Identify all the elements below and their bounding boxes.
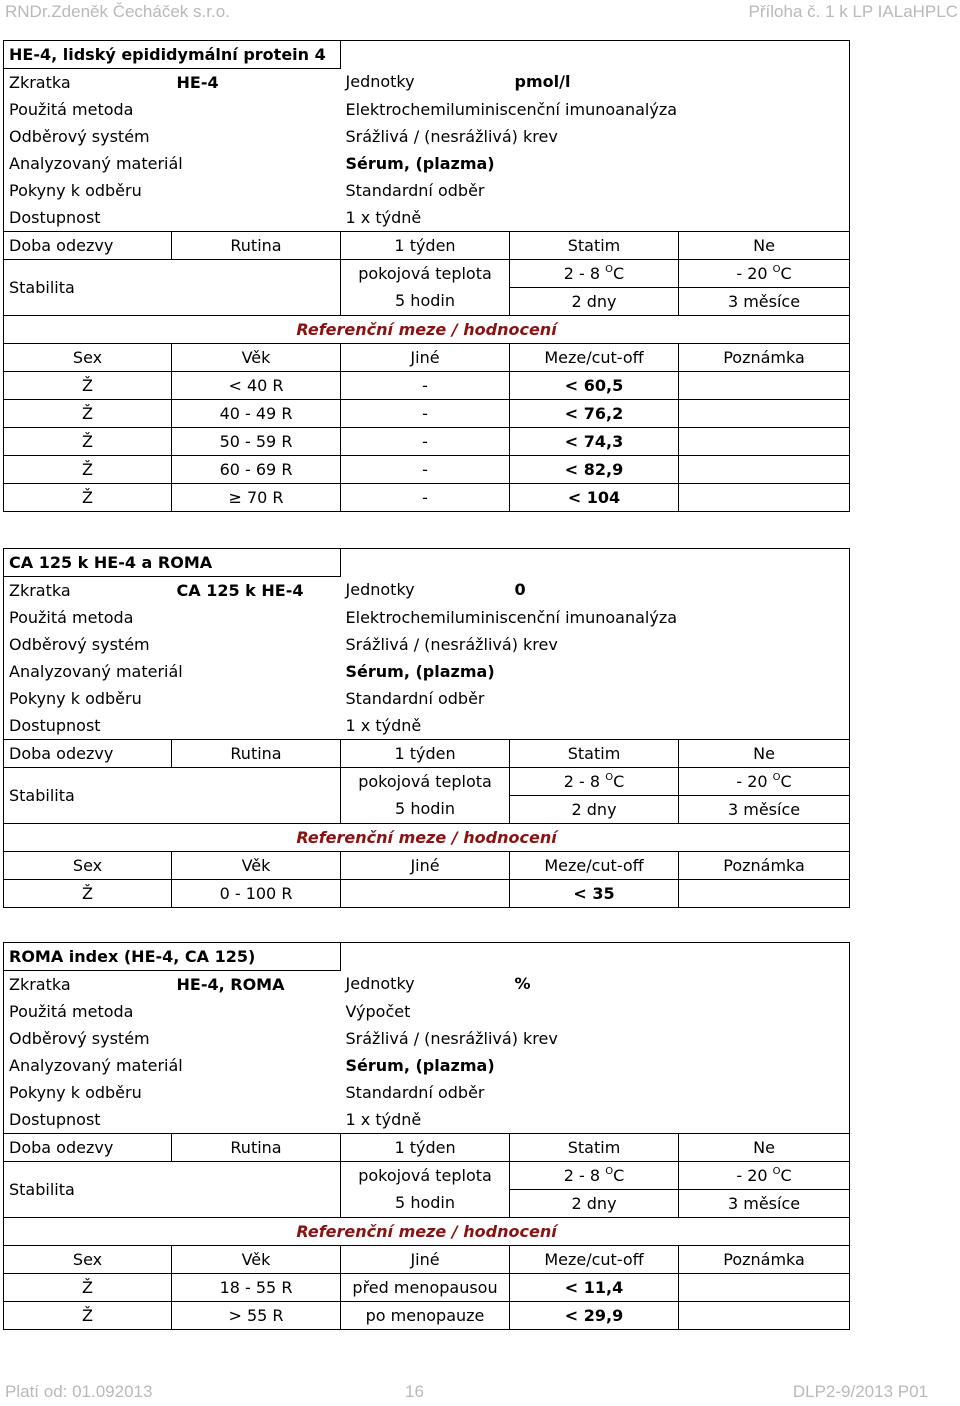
col-meze: Meze/cut-off [510,852,679,880]
page-header [0,2,960,26]
reference-limits-heading: Referenční meze / hodnocení [4,824,850,852]
label-jednotky: Jednotky [345,974,415,994]
label-material: Analyzovaný materiál [4,1052,341,1079]
value-rutina: 1 týden [341,740,510,768]
label-dostupnost: Dostupnost [4,712,341,740]
section-table-1 [3,40,850,512]
label-pokojova-teplota: pokojová teplota [341,260,510,288]
table-row [4,428,850,456]
value-odber-system: Srážlivá / (nesrážlivá) krev [341,123,850,150]
value-stability-frozen: 3 měsíce [679,1190,850,1218]
value-jednotky: % [510,971,850,999]
value-stability-frozen: 3 měsíce [679,796,850,824]
row-jine: - [341,428,510,456]
footer-doc-code: DLP2-9/2013 P01 [792,1382,928,1401]
col-vek: Věk [172,1246,341,1274]
value-stability-frozen: 3 měsíce [679,288,850,316]
temp-2-8-degree: O [605,1165,614,1177]
label-stabilita: Stabilita [4,1162,341,1218]
footer-valid-from: Platí od: 01.092013 [5,1382,153,1401]
col-sex: Sex [4,1246,172,1274]
row-meze: < 104 [510,484,679,512]
label-pokyny: Pokyny k odběru [4,1079,341,1106]
value-stability-room: 5 hodin [341,1190,510,1218]
temp-minus-20-value: - 20 [736,1165,768,1185]
table-row [4,400,850,428]
row-meze: < 29,9 [510,1302,679,1330]
reference-limits-heading: Referenční meze / hodnocení [4,1218,850,1246]
row-poznamka [679,484,850,512]
table-row [4,1274,850,1302]
col-vek: Věk [172,344,341,372]
row-sex: Ž [4,484,172,512]
value-metoda: Elektrochemiluminiscenční imunoanalýza [341,604,850,631]
row-poznamka [679,1302,850,1330]
label-doba-odezvy: Doba odezvy [4,740,172,768]
label-material: Analyzovaný materiál [4,658,341,685]
temp-minus-20 [679,768,850,796]
temp-2-8-value: 2 - 8 [563,263,601,283]
label-metoda: Použitá metoda [4,998,341,1025]
table-row [4,484,850,512]
col-poznamka: Poznámka [679,852,850,880]
header-company: RNDr.Zdeněk Čecháček s.r.o. [5,2,230,21]
label-zkratka: Zkratka [4,971,172,999]
label-doba-odezvy: Doba odezvy [4,232,172,260]
value-jednotky: pmol/l [510,69,850,97]
section-title: ROMA index (HE-4, CA 125) [4,943,341,971]
label-pokyny: Pokyny k odběru [4,685,341,712]
value-statim: Ne [679,232,850,260]
label-metoda: Použitá metoda [4,604,341,631]
col-meze: Meze/cut-off [510,1246,679,1274]
row-jine: - [341,400,510,428]
temp-minus-20-degree: O [772,1165,781,1177]
value-stability-room: 5 hodin [341,288,510,316]
col-vek: Věk [172,852,341,880]
blank-cell [341,943,850,971]
table-row [4,456,850,484]
col-poznamka: Poznámka [679,344,850,372]
row-poznamka [679,456,850,484]
row-sex: Ž [4,880,172,908]
label-odber-system: Odběrový systém [4,1025,341,1052]
value-stability-fridge: 2 dny [510,796,679,824]
temp-2-8 [510,1162,679,1190]
value-pokyny: Standardní odběr [341,1079,850,1106]
temp-minus-20-degree: O [772,263,781,275]
value-metoda: Výpočet [341,998,850,1025]
temp-minus-20-unit: C [780,1165,792,1185]
table-row [4,880,850,908]
temp-minus-20 [679,260,850,288]
value-zkratka: HE-4, ROMA [176,974,285,994]
row-vek: 60 - 69 R [172,456,341,484]
row-meze: < 60,5 [510,372,679,400]
row-poznamka [679,400,850,428]
row-vek: 18 - 55 R [172,1274,341,1302]
label-metoda: Použitá metoda [4,96,341,123]
temp-2-8-degree: O [605,263,614,275]
value-dostupnost: 1 x týdně [341,712,850,740]
label-zkratka: Zkratka [4,577,172,605]
section-title: HE-4, lidský epididymální protein 4 [4,41,341,69]
label-statim: Statim [510,232,679,260]
row-meze: < 74,3 [510,428,679,456]
col-poznamka: Poznámka [679,1246,850,1274]
row-meze: < 11,4 [510,1274,679,1302]
label-statim: Statim [510,1134,679,1162]
temp-minus-20-value: - 20 [736,263,768,283]
label-jednotky: Jednotky [345,580,415,600]
col-sex: Sex [4,344,172,372]
row-jine: - [341,372,510,400]
row-sex: Ž [4,428,172,456]
section-table-3 [3,942,850,1330]
temp-2-8-value: 2 - 8 [563,1165,601,1185]
value-statim: Ne [679,1134,850,1162]
label-stabilita: Stabilita [4,260,341,316]
temp-2-8-value: 2 - 8 [563,771,601,791]
label-jednotky: Jednotky [345,72,415,92]
col-meze: Meze/cut-off [510,344,679,372]
value-rutina: 1 týden [341,232,510,260]
col-jine: Jiné [341,1246,510,1274]
footer-page-number: 16 [405,1382,424,1401]
temp-2-8-unit: C [613,1165,625,1185]
row-jine: - [341,484,510,512]
value-material: Sérum, (plazma) [341,1052,850,1079]
value-pokyny: Standardní odběr [341,685,850,712]
row-meze: < 82,9 [510,456,679,484]
row-vek: 40 - 49 R [172,400,341,428]
value-dostupnost: 1 x týdně [341,204,850,232]
section-title: CA 125 k HE-4 a ROMA [4,549,341,577]
section-table-2 [3,548,850,908]
value-metoda: Elektrochemiluminiscenční imunoanalýza [341,96,850,123]
temp-2-8 [510,768,679,796]
label-dostupnost: Dostupnost [4,204,341,232]
row-meze: < 35 [510,880,679,908]
label-rutina: Rutina [172,232,341,260]
temp-2-8 [510,260,679,288]
value-stability-fridge: 2 dny [510,288,679,316]
table-row [4,372,850,400]
value-odber-system: Srážlivá / (nesrážlivá) krev [341,631,850,658]
row-vek: 50 - 59 R [172,428,341,456]
temp-2-8-unit: C [613,771,625,791]
value-stability-room: 5 hodin [341,796,510,824]
row-sex: Ž [4,1274,172,1302]
label-doba-odezvy: Doba odezvy [4,1134,172,1162]
temp-minus-20-unit: C [780,263,792,283]
value-material: Sérum, (plazma) [341,658,850,685]
value-jednotky: 0 [510,577,850,605]
temp-minus-20-unit: C [780,771,792,791]
col-jine: Jiné [341,852,510,880]
row-sex: Ž [4,456,172,484]
row-sex: Ž [4,400,172,428]
value-zkratka: HE-4 [176,72,219,92]
label-odber-system: Odběrový systém [4,123,341,150]
temp-minus-20-value: - 20 [736,771,768,791]
blank-cell [341,41,850,69]
row-vek: > 55 R [172,1302,341,1330]
blank-cell [341,549,850,577]
value-material: Sérum, (plazma) [341,150,850,177]
label-odber-system: Odběrový systém [4,631,341,658]
temp-minus-20 [679,1162,850,1190]
col-jine: Jiné [341,344,510,372]
label-rutina: Rutina [172,1134,341,1162]
label-stabilita: Stabilita [4,768,341,824]
label-pokojova-teplota: pokojová teplota [341,768,510,796]
page-footer [0,1382,960,1406]
label-dostupnost: Dostupnost [4,1106,341,1134]
row-poznamka [679,1274,850,1302]
temp-2-8-degree: O [605,771,614,783]
row-jine: - [341,456,510,484]
row-poznamka [679,372,850,400]
value-dostupnost: 1 x týdně [341,1106,850,1134]
row-vek: ≥ 70 R [172,484,341,512]
value-rutina: 1 týden [341,1134,510,1162]
header-attachment: Příloha č. 1 k LP IALaHPLC [748,2,958,21]
value-statim: Ne [679,740,850,768]
label-material: Analyzovaný materiál [4,150,341,177]
row-poznamka [679,880,850,908]
value-odber-system: Srážlivá / (nesrážlivá) krev [341,1025,850,1052]
label-statim: Statim [510,740,679,768]
row-jine [341,880,510,908]
label-pokyny: Pokyny k odběru [4,177,341,204]
row-sex: Ž [4,1302,172,1330]
table-row [4,1302,850,1330]
label-pokojova-teplota: pokojová teplota [341,1162,510,1190]
value-pokyny: Standardní odběr [341,177,850,204]
reference-limits-heading: Referenční meze / hodnocení [4,316,850,344]
row-poznamka [679,428,850,456]
col-sex: Sex [4,852,172,880]
value-stability-fridge: 2 dny [510,1190,679,1218]
value-zkratka: CA 125 k HE-4 [176,580,304,600]
label-rutina: Rutina [172,740,341,768]
row-jine: po menopauze [341,1302,510,1330]
row-sex: Ž [4,372,172,400]
label-zkratka: Zkratka [4,69,172,97]
row-vek: < 40 R [172,372,341,400]
row-jine: před menopausou [341,1274,510,1302]
row-meze: < 76,2 [510,400,679,428]
temp-2-8-unit: C [613,263,625,283]
temp-minus-20-degree: O [772,771,781,783]
row-vek: 0 - 100 R [172,880,341,908]
